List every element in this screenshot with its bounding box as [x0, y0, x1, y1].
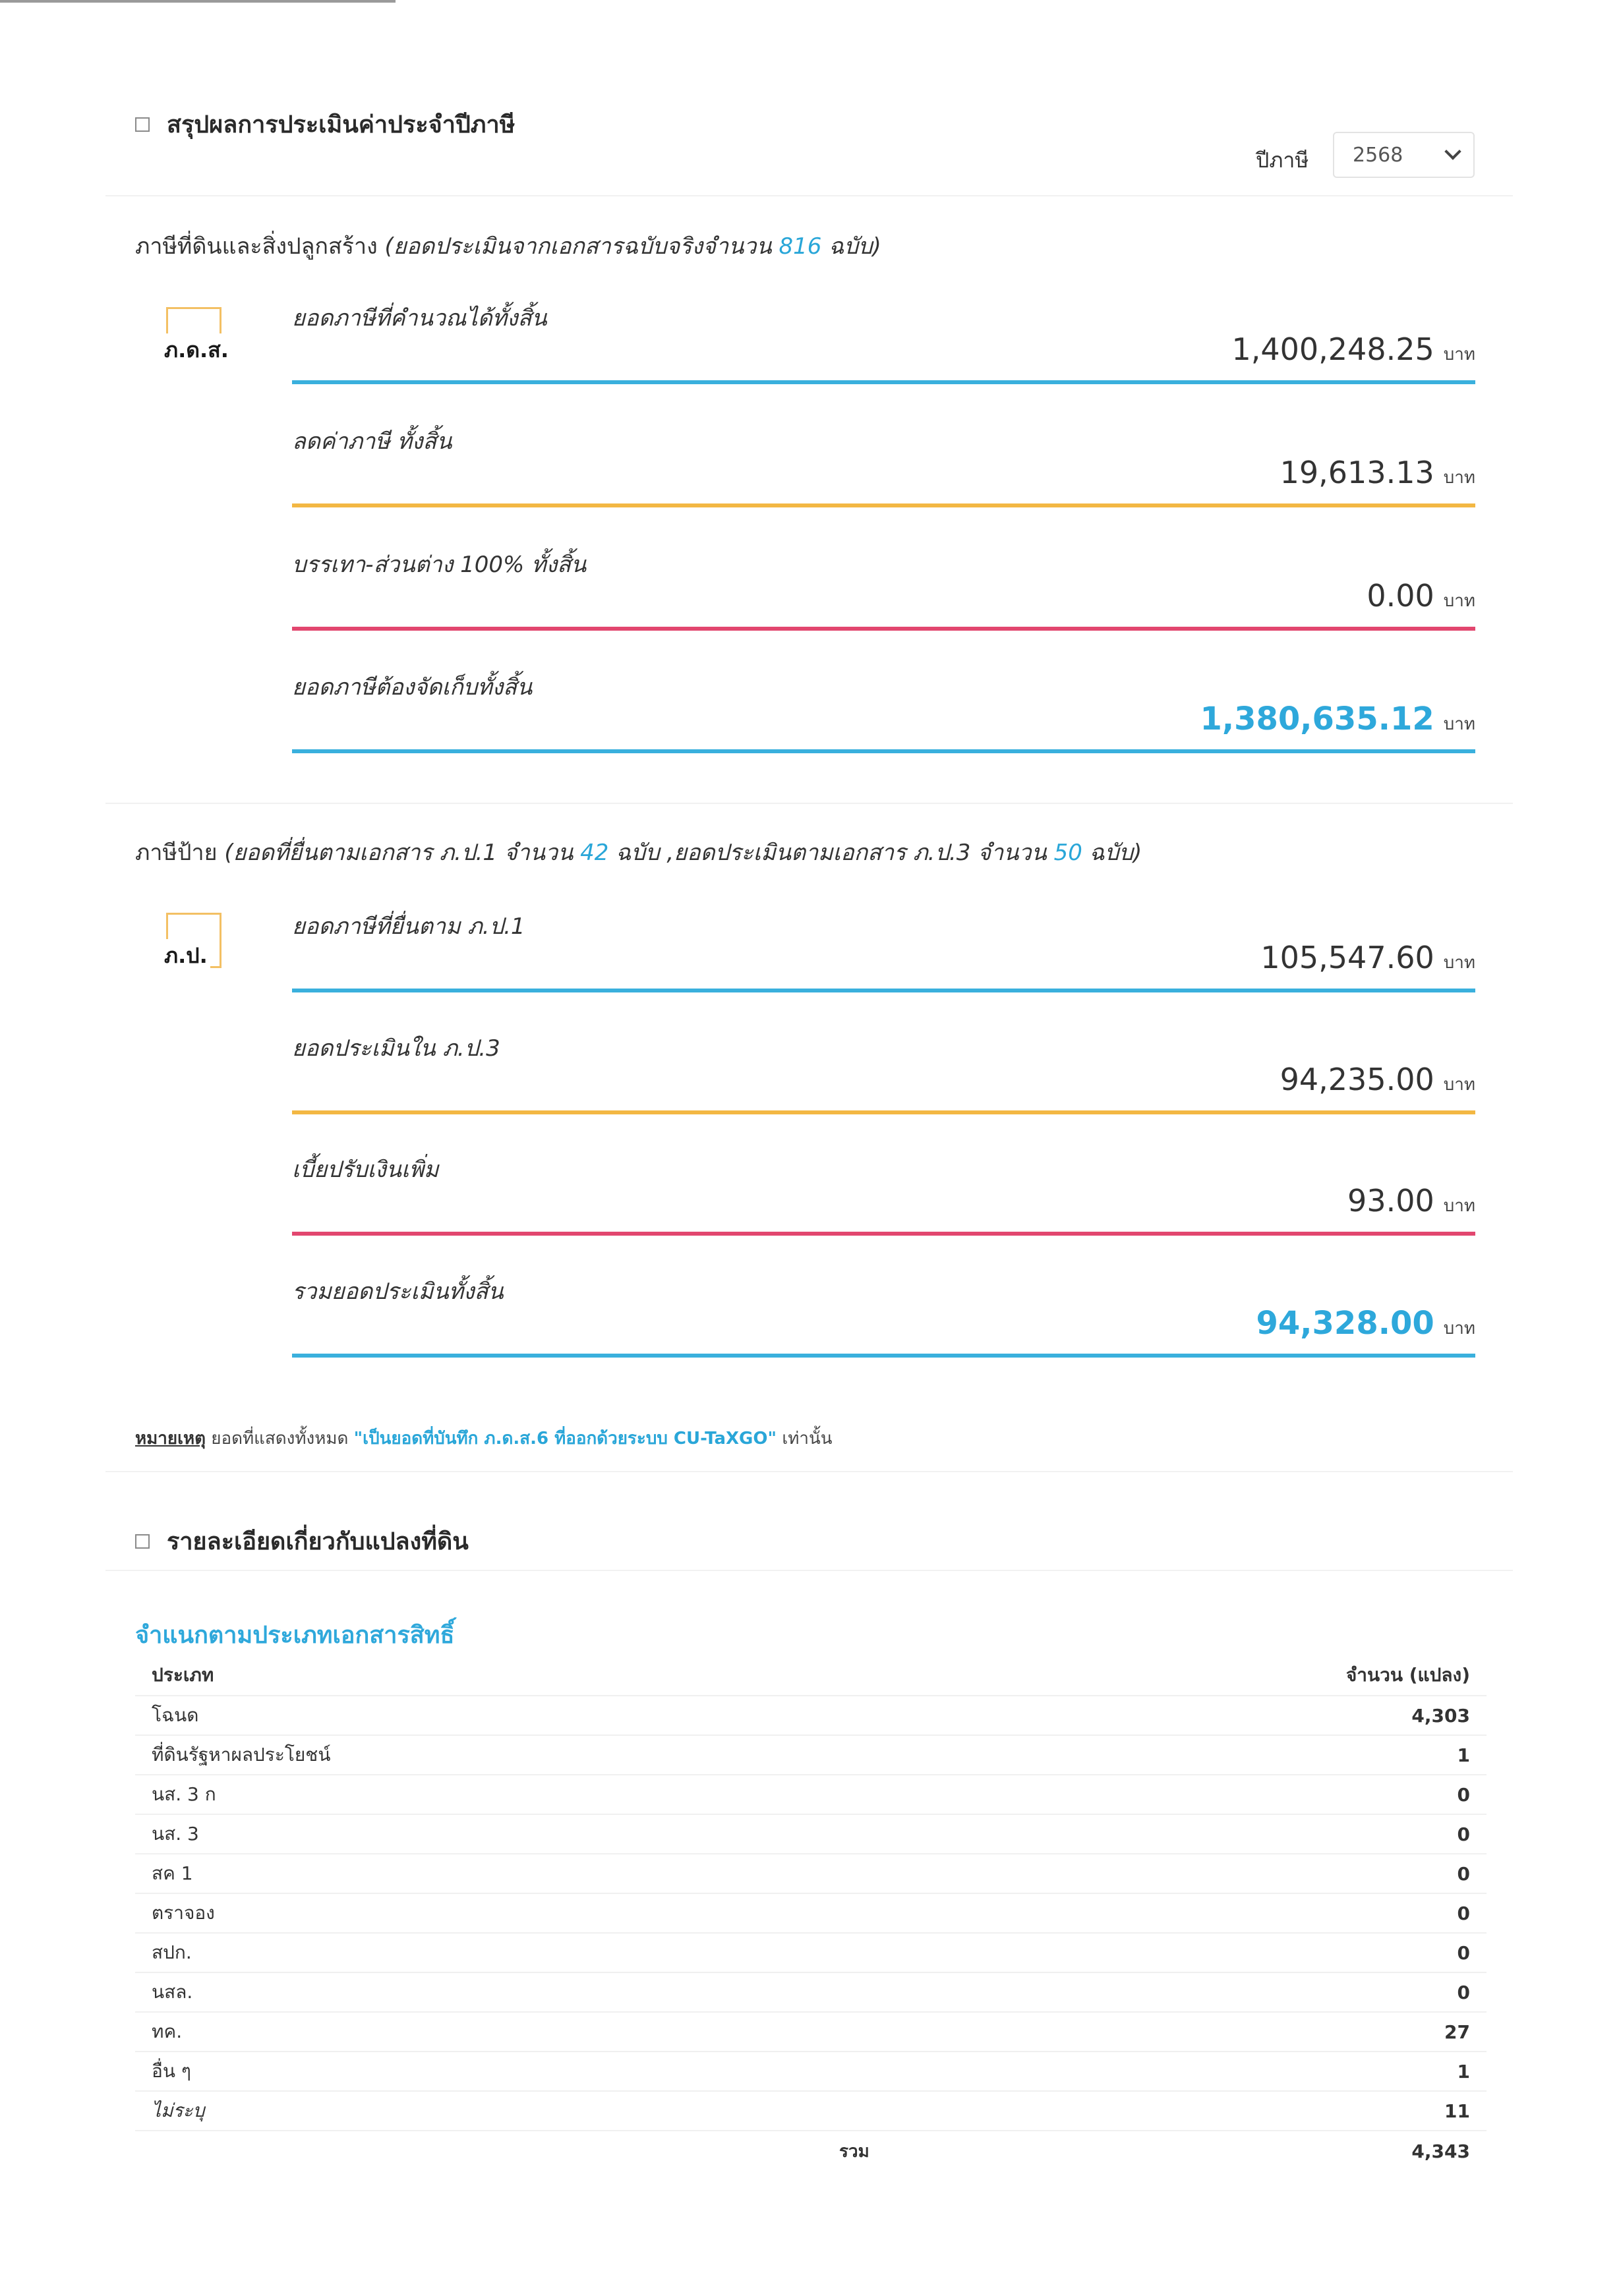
row-type: ตราจอง	[152, 1902, 215, 1924]
land-details-section-header	[135, 1522, 469, 1560]
col-header-count: จำนวน (แปลง)	[1345, 1664, 1470, 1686]
sign-tax-count-1: 42	[580, 840, 609, 866]
row-type: ทค.	[152, 2021, 183, 2042]
table-row	[135, 1894, 1487, 1934]
row-type: ไม่ระบุ	[152, 2100, 205, 2121]
row-type: โฉนด	[152, 1704, 199, 1726]
metric-unit: บาท	[1443, 1196, 1475, 1216]
land-tax-title-main: ภาษีที่ดินและสิ่งปลูกสร้าง	[135, 233, 378, 260]
row-count: 0	[1457, 1823, 1470, 1845]
row-count: 0	[1457, 1902, 1470, 1924]
metric-value: 105,547.60	[1260, 940, 1434, 975]
land-tax-badge-label: ภ.ด.ส.	[162, 333, 231, 367]
row-count: 0	[1457, 1981, 1470, 2003]
sign-metric-filed	[292, 908, 1475, 1007]
remark-text-post: เท่านั้น	[782, 1429, 833, 1449]
metric-unit: บาท	[1443, 953, 1475, 973]
metric-unit: บาท	[1443, 591, 1475, 611]
row-type: อื่น ๆ	[152, 2060, 191, 2082]
top-edge-line	[0, 0, 396, 3]
land-tax-note-post: ฉบับ)	[829, 233, 881, 260]
row-count: 1	[1457, 1744, 1470, 1766]
row-type: นส. 3 ก	[152, 1783, 216, 1805]
summary-section-header	[135, 105, 515, 143]
table-row	[135, 1775, 1487, 1815]
metric-bar-blue	[292, 749, 1475, 753]
metric-bar-orange	[292, 1110, 1475, 1114]
divider	[105, 803, 1513, 804]
land-metric-collectable	[292, 669, 1475, 768]
table-row	[135, 1854, 1487, 1894]
land-metric-relief	[292, 546, 1475, 645]
sign-tax-badge-label: ภ.ป.	[162, 939, 210, 973]
table-row	[135, 1815, 1487, 1854]
row-type: สปก.	[152, 1941, 192, 1963]
table-row	[135, 1973, 1487, 2013]
sign-metric-total	[292, 1273, 1475, 1372]
remark	[135, 1425, 832, 1452]
total-count: 4,343	[1411, 2140, 1470, 2162]
metric-bar-red	[292, 627, 1475, 631]
summary-title: สรุปผลการประเมินค่าประจำปีภาษี	[167, 111, 515, 138]
divider	[105, 1570, 1513, 1571]
year-label: ปีภาษี	[1256, 148, 1309, 173]
remark-quote: "เป็นยอดที่บันทึก ภ.ด.ส.6 ที่ออกด้วยระบบ CU-TaXGO"	[353, 1429, 777, 1449]
land-tax-note-pre: (ยอดประเมินจากเอกสารฉบับจริงจำนวน	[384, 233, 772, 260]
sign-tax-note-2: ฉบับ ,ยอดประเมินตามเอกสาร ภ.ป.3 จำนวน	[616, 840, 1047, 866]
metric-unit: บาท	[1443, 468, 1475, 488]
row-count: 0	[1457, 1783, 1470, 1806]
metric-label: รวมยอดประเมินทั้งสิ้น	[292, 1278, 504, 1305]
sign-tax-note-1: (ยอดที่ยื่นตามเอกสาร ภ.ป.1 จำนวน	[224, 840, 574, 866]
land-tax-title	[135, 228, 881, 264]
sign-tax-note-3: ฉบับ)	[1089, 840, 1142, 866]
metric-value: 0.00	[1367, 578, 1434, 614]
sign-metric-assessed	[292, 1030, 1475, 1129]
square-icon	[135, 1534, 150, 1549]
year-select[interactable]	[1333, 132, 1475, 178]
remark-label: หมายเหตุ	[135, 1429, 206, 1449]
row-type: สค 1	[152, 1862, 193, 1884]
metric-unit: บาท	[1443, 714, 1475, 734]
metric-bar-blue	[292, 1354, 1475, 1358]
table-row	[135, 1696, 1487, 1736]
row-count: 1	[1457, 2060, 1470, 2082]
sign-tax-title-main: ภาษีป้าย	[135, 840, 218, 866]
doc-type-subtitle: จำแนกตามประเภทเอกสารสิทธิ์	[135, 1622, 455, 1649]
row-type: นสล.	[152, 1981, 193, 2003]
land-details-title: รายละเอียดเกี่ยวกับแปลงที่ดิน	[167, 1528, 469, 1555]
table-row	[135, 1736, 1487, 1775]
sign-tax-count-2: 50	[1053, 840, 1082, 866]
table-row	[135, 1934, 1487, 1973]
metric-label: ยอดภาษีต้องจัดเก็บทั้งสิ้น	[292, 674, 533, 701]
doc-type-table	[135, 1655, 1487, 2171]
land-metric-reduction	[292, 423, 1475, 522]
metric-label: เบี้ยปรับเงินเพิ่ม	[292, 1157, 439, 1183]
table-row	[135, 2092, 1487, 2131]
row-count: 27	[1444, 2021, 1470, 2043]
row-count: 0	[1457, 1862, 1470, 1885]
row-type: นส. 3	[152, 1823, 199, 1845]
land-tax-count: 816	[779, 233, 822, 260]
chevron-down-icon	[1444, 143, 1461, 159]
land-metric-calculated	[292, 300, 1475, 399]
sign-tax-badge	[166, 913, 221, 968]
table-row	[135, 2052, 1487, 2092]
sign-tax-title	[135, 834, 1142, 870]
divider	[105, 195, 1513, 196]
metric-value-total: 94,328.00	[1256, 1305, 1434, 1342]
metric-unit: บาท	[1443, 345, 1475, 364]
metric-label: ยอดภาษีที่คำนวณได้ทั้งสิ้น	[292, 305, 547, 331]
metric-label: บรรเทา-ส่วนต่าง 100% ทั้งสิ้น	[292, 552, 587, 578]
metric-value: 19,613.13	[1280, 455, 1434, 490]
metric-unit: บาท	[1443, 1319, 1475, 1338]
metric-value: 1,400,248.25	[1231, 331, 1434, 367]
metric-value: 94,235.00	[1280, 1062, 1434, 1097]
metric-bar-blue	[292, 989, 1475, 992]
table-header-row	[135, 1655, 1487, 1696]
row-type: ที่ดินรัฐหาผลประโยชน์	[152, 1744, 331, 1765]
metric-value-total: 1,380,635.12	[1200, 701, 1434, 737]
table-total-row	[135, 2131, 1487, 2171]
land-tax-badge	[164, 307, 229, 362]
table-row	[135, 2013, 1487, 2052]
metric-unit: บาท	[1443, 1075, 1475, 1095]
col-header-type: ประเภท	[152, 1664, 214, 1686]
metric-bar-orange	[292, 503, 1475, 507]
row-count: 11	[1444, 2100, 1470, 2122]
metric-label: ยอดภาษีที่ยื่นตาม ภ.ป.1	[292, 913, 525, 940]
year-value: 2568	[1353, 143, 1403, 167]
total-label: รวม	[839, 2141, 869, 2162]
divider	[105, 1471, 1513, 1472]
square-icon	[135, 117, 150, 132]
row-count: 0	[1457, 1941, 1470, 1964]
sign-metric-penalty	[292, 1151, 1475, 1250]
metric-label: ลดค่าภาษี ทั้งสิ้น	[292, 428, 452, 455]
metric-label: ยอดประเมินใน ภ.ป.3	[292, 1035, 500, 1062]
metric-bar-blue	[292, 380, 1475, 384]
remark-text-pre: ยอดที่แสดงทั้งหมด	[211, 1429, 349, 1449]
row-count: 4,303	[1411, 1704, 1470, 1727]
metric-value: 93.00	[1347, 1183, 1434, 1219]
metric-bar-red	[292, 1232, 1475, 1236]
